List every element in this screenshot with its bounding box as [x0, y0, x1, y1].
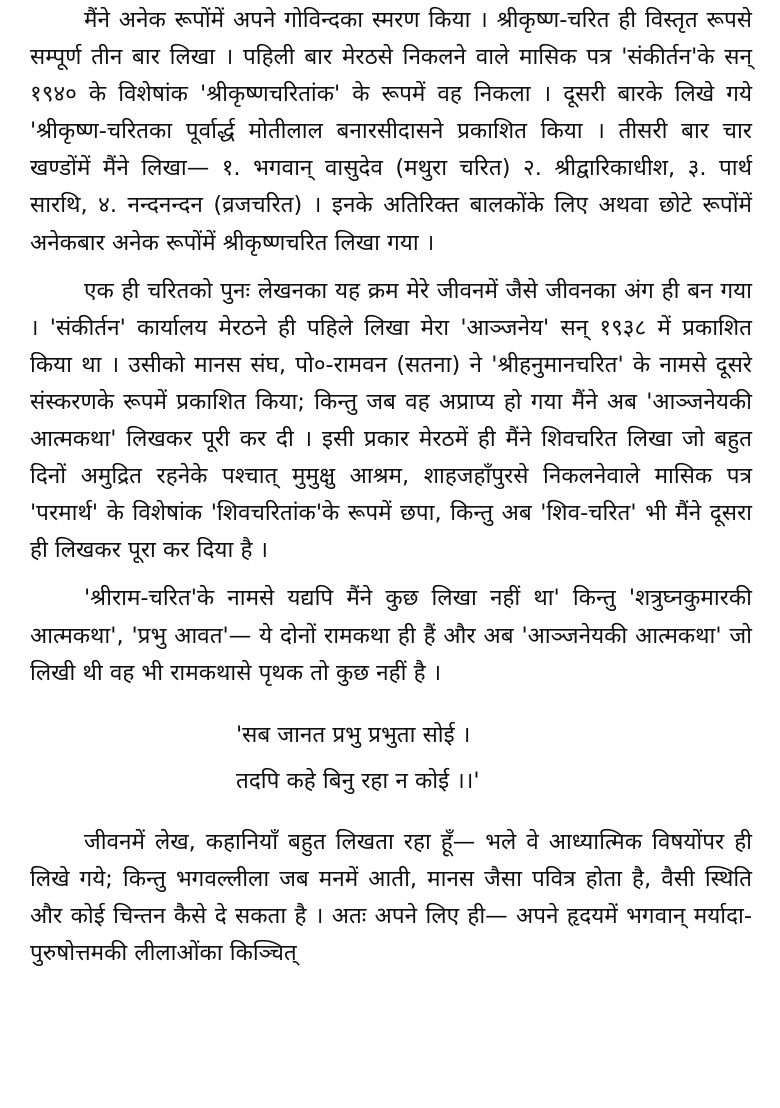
paragraph-krishna-charit: मैंने अनेक रूपोंमें अपने गोविन्दका स्मरण किया । श्रीकृष्ण-चरित ही विस्तृत रूपसे सम्पूर्ण तीन बार लिखा । पहिली बार मेरठसे निकलने वाले मासिक पत्र 'संकीर्तन'के सन् १९४० के विशेषांक 'श्रीकृष्णचरितांक' के रूपमें वह निकला । दूसरी बारके लिखे गये 'श्रीकृष्ण-चरितका पूर्वार्द्ध मोतीलाल बनारसीदासने प्रकाशित किया । तीसरी बार चार खण्डोंमें मैंने लिखा— १. भगवान् वासुदेव (मथुरा चरित) २. श्रीद्वारिकाधीश, ३. पार्थ सारथि, ४. नन्दनन्दन (व्रजचरित) । इनके अतिरिक्त बालकोंके लिए अथवा छोटे रूपोंमें अनेकबार अनेक रूपोंमें श्रीकृष्णचरित लिखा गया । [30, 7, 752, 256]
verse-line-1: 'सब जानत प्रभु प्रभुता सोई । [236, 721, 471, 748]
document-page [30, 2, 752, 972]
paragraph-final: जीवनमें लेख, कहानियाँ बहुत लिखता रहा हूँ— भले वे आध्यात्मिक विषयोंपर ही लिखे गये; किन्तु भगवल्लीला जब मनमें आती, मानस जैसा पवित्र होता है, वैसी स्थिति और कोई चिन्तन कैसे दे सकता है । अतः अपने लिए ही— अपने हृदयमें भगवान् मर्यादा-पुरुषोत्तमकी लीलाओंका किञ्चित् [30, 828, 752, 966]
verse-line-2: तदपि कहे बिनु रहा न कोई ।।' [236, 767, 480, 794]
paragraph-repeated-writing: एक ही चरितको पुनः लेखनका यह क्रम मेरे जीवनमें जैसे जीवनका अंग ही बन गया । 'संकीर्तन' कार्यालय मेरठने ही पहिले लिखा मेरा 'आञ्जनेय' सन् १९३८ में प्रकाशित किया था । उसीको मानस संघ, पो०-रामवन (सतना) ने 'श्रीहनुमानचरित' के नामसे दूसरे संस्करणके रूपमें प्रकाशित किया; किन्तु जब वह अप्राप्य हो गया मैंने अब 'आञ्जनेयकी आत्मकथा' लिखकर पूरी कर दी । इसी प्रकार मेरठमें ही मैंने शिवचरित लिखा जो बहुत दिनों अमुद्रित रहनेके पश्चात् मुमुक्षु आश्रम, शाहजहाँपुरसे निकलनेवाले मासिक पत्र 'परमार्थ' के विशेषांक 'शिवचरितांक'के रूपमें छपा, किन्तु अब 'शिव-चरित' भी मैंने दूसरा ही लिखकर पूरा कर दिया है । [30, 277, 752, 564]
paragraph-ram-charit: 'श्रीराम-चरित'के नामसे यद्यपि मैंने कुछ लिखा नहीं था' किन्तु 'शत्रुघ्नकुमारकी आत्मकथा', 'प्रभु आवत'— ये दोनों रामकथा ही हैं और अब 'आञ्जनेयकी आत्मकथा' जो लिखी थी वह भी रामकथासे पृथक तो कुछ नहीं है । [30, 585, 752, 686]
verse-quote [30, 712, 752, 804]
